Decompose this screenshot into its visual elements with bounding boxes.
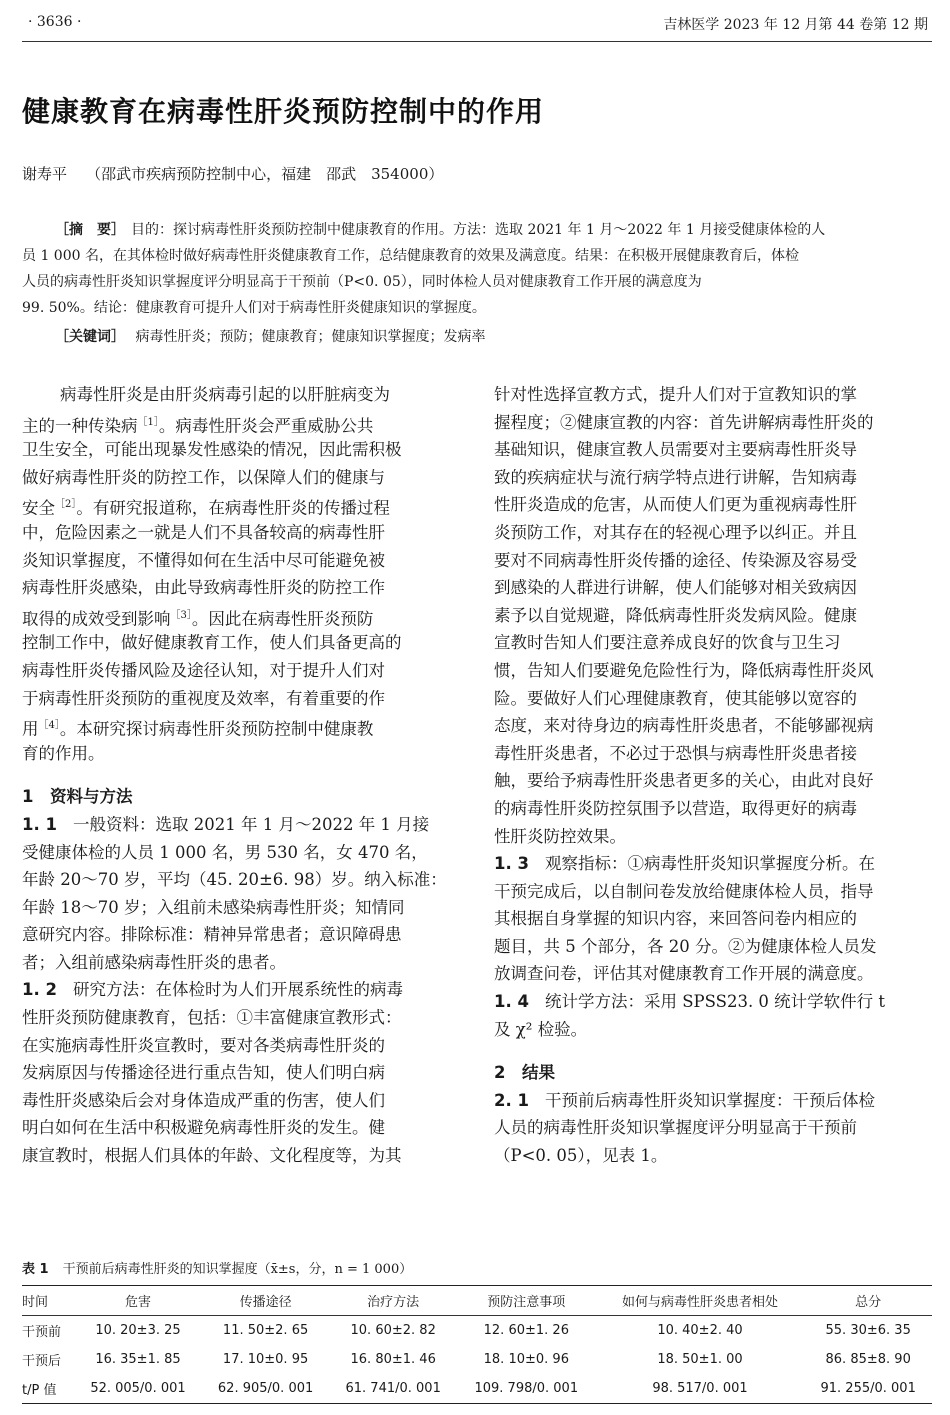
results-table [22, 1285, 932, 1404]
table-cell: 91. 255/0. 001 [820, 1381, 916, 1396]
citation[interactable]: ［4］ [38, 720, 60, 732]
abstract [22, 217, 932, 321]
body-line: 炎预防工作，对其存在的轻视心理予以纠正。并且 [494, 522, 857, 542]
table-cell: 12. 60±1. 26 [483, 1323, 569, 1338]
body-line: 意研究内容。排除标准：精神异常患者；意识障碍患 [22, 925, 402, 945]
body-line: 态度，来对待身边的病毒性肝炎患者，不能够鄙视病 [494, 716, 874, 736]
table-cell: 干预后 [22, 1354, 62, 1369]
journal-citation: 吉林医学 2023 年 12 月第 44 卷第 12 期 [663, 17, 928, 33]
body-line: 致的疾病症状与流行病学特点进行讲解，告知病毒 [494, 467, 857, 487]
body-line: 育的作用。 [22, 743, 105, 763]
body-line: 病毒性肝炎传播风险及途径认知，对于提升人们对 [22, 660, 385, 680]
author-line [22, 163, 443, 184]
subsection-line: 1. 4 统计学方法：采用 SPSS23. 0 统计学软件行 t [494, 992, 886, 1012]
section-heading: 1 资料与方法 [22, 787, 133, 807]
body-line: 年龄 20～70 岁，平均（45. 20±6. 98）岁。纳入标准： [22, 870, 447, 890]
body-line: 在实施病毒性肝炎宣教时，要对各类病毒性肝炎的 [22, 1035, 385, 1055]
keywords-label: ［关键词］ [55, 329, 125, 345]
body-line: 受健康体检的人员 1 000 名，男 530 名，女 470 名， [22, 842, 428, 862]
body-line: 控制工作中，做好健康教育工作，使人们具备更高的 [22, 633, 402, 653]
body-line: 病毒性肝炎感染，由此导致病毒性肝炎的防控工作 [22, 578, 385, 598]
body-line: 惯，告知人们要避免危险性行为，降低病毒性肝炎风 [494, 660, 874, 680]
right-column [494, 381, 930, 1170]
body-line: 触，要给予病毒性肝炎患者更多的关心，由此对良好 [494, 771, 874, 791]
subsection-number: 1. 2 [22, 980, 57, 1000]
table-header-cell: 治疗方法 [367, 1295, 420, 1310]
table-cell: 109. 798/0. 001 [474, 1381, 579, 1396]
author-affiliation: （邵武市疾病预防控制中心，福建 邵武 354000） [86, 165, 444, 183]
table-header-cell: 预防注意事项 [487, 1295, 566, 1310]
subsection-number: 1. 1 [22, 814, 57, 834]
abstract-line: 员 1 000 名，在其体检时做好病毒性肝炎健康教育工作，总结健康教育的效果及满意度。结果：在积极开展健康教育后，体检 [22, 248, 799, 264]
body-line: 年龄 18～70 岁；入组前未感染病毒性肝炎；知情同 [22, 897, 405, 917]
table-cell: 10. 60±2. 82 [350, 1323, 436, 1338]
table-cell: 62. 905/0. 001 [217, 1381, 314, 1396]
body-line: 性肝炎预防健康教育，包括：①丰富健康宣教形式： [22, 1008, 402, 1028]
body-line: 险。要做好人们心理健康教育，使其能够以宽容的 [494, 688, 857, 708]
table-header-cell: 危害 [124, 1295, 151, 1310]
subsection-line: 1. 3 观察指标：①病毒性肝炎知识掌握度分析。在 [494, 854, 875, 874]
table-cell: 61. 741/0. 001 [345, 1381, 441, 1396]
body-line: （P<0. 05），见表 1。 [494, 1146, 668, 1166]
body-line: 毒性肝炎患者，不必过于恐惧与病毒性肝炎患者接 [494, 743, 857, 763]
table-cell: 16. 80±1. 46 [350, 1352, 436, 1367]
author-name: 谢寿平 [22, 165, 68, 183]
table-cell: 98. 517/0. 001 [652, 1381, 748, 1396]
keywords-text: 病毒性肝炎；预防；健康教育；健康知识掌握度；发病率 [135, 329, 486, 345]
body-line: 基础知识，健康宣教人员需要对主要病毒性肝炎导 [494, 440, 857, 460]
table-cell: t/P 值 [22, 1383, 57, 1398]
table-cell: 11. 50±2. 65 [222, 1323, 309, 1338]
body-line: 素予以自觉规避，降低病毒性肝炎发病风险。健康 [494, 605, 857, 625]
body-line: 用$^{[4]}$。本研究探讨病毒性肝炎预防控制中健康教 [22, 719, 374, 739]
body-line: 康宣教时，根据人们具体的年龄、文化程度等，为其 [22, 1146, 402, 1166]
body-line: 做好病毒性肝炎的防控工作，以保障人们的健康与 [22, 467, 385, 487]
body-line: 到感染的人群进行讲解，使人们能够对相关致病因 [494, 578, 857, 598]
body-line: 宣教时告知人们要注意养成良好的饮食与卫生习 [494, 633, 841, 653]
table-row [22, 1374, 932, 1404]
body-line: 主的一种传染病$^{[1]}$。病毒性肝炎会严重威胁公共 [22, 416, 374, 436]
table-row [22, 1345, 932, 1374]
table-cell: 55. 30±6. 35 [825, 1323, 911, 1338]
subsection-line: 1. 2 研究方法：在体检时为人们开展系统性的病毒 [22, 980, 403, 1000]
body-line: 性肝炎造成的危害，从而使人们更为重视病毒性肝 [494, 495, 857, 515]
table-cell: 干预前 [22, 1325, 62, 1340]
table-cell: 18. 50±1. 00 [657, 1352, 743, 1367]
citation[interactable]: ［2］ [55, 499, 77, 511]
subsection-line: 2. 1 干预前后病毒性肝炎知识掌握度：干预后体检 [494, 1090, 875, 1110]
abstract-line: 人员的病毒性肝炎知识掌握度评分明显高于干预前（P<0. 05），同时体检人员对健康教育工作开展的满意度为 [22, 274, 702, 290]
subsection-line: 1. 1 一般资料：选取 2021 年 1 月～2022 年 1 月接 [22, 814, 430, 834]
body-line: 病毒性肝炎是由肝炎病毒引起的以肝脏病变为 [60, 385, 390, 404]
subsection-number: 2. 1 [494, 1090, 529, 1110]
body-line: 卫生安全，可能出现暴发性感染的情况，因此需积极 [22, 440, 402, 460]
body-line: 其根据自身掌握的知识内容，来回答问卷内相应的 [494, 909, 857, 929]
table-cell: 10. 40±2. 40 [657, 1323, 743, 1338]
table-header-cell: 如何与病毒性肝炎患者相处 [621, 1295, 778, 1310]
table-cell: 16. 35±1. 85 [95, 1352, 181, 1367]
body-line: 干预完成后，以自制问卷发放给健康体检人员，指导 [494, 881, 874, 901]
table-cell: 52. 005/0. 001 [90, 1381, 186, 1396]
subsection-number: 1. 3 [494, 854, 529, 874]
body-line: 人员的病毒性肝炎知识掌握度评分明显高于干预前 [494, 1118, 857, 1138]
body-line: 发病原因与传播途径进行重点告知，使人们明白病 [22, 1063, 385, 1083]
body-line: 针对性选择宣教方式，提升人们对于宣教知识的掌 [494, 385, 857, 404]
body-line: 要对不同病毒性肝炎传播的途径、传染源及容易受 [494, 550, 857, 570]
body-line: 握程度；②健康宣教的内容：首先讲解病毒性肝炎的 [494, 412, 874, 432]
header-rule [22, 41, 932, 42]
table-cell: 18. 10±0. 96 [483, 1352, 569, 1367]
table-caption: 表 1 干预前后病毒性肝炎的知识掌握度（x̄±s，分，n = 1 000） [22, 1262, 413, 1277]
table-cell: 17. 10±0. 95 [222, 1352, 309, 1367]
body-line: 毒性肝炎感染后会对身体造成严重的伤害，使人们 [22, 1090, 385, 1110]
abstract-line: 99. 50%。结论：健康教育可提升人们对于病毒性肝炎健康知识的掌握度。 [22, 300, 486, 316]
table-label: 表 1 [22, 1262, 49, 1277]
table-row [22, 1316, 932, 1346]
body-line: 的病毒性肝炎防控氛围予以营造，取得更好的病毒 [494, 798, 857, 818]
page-number: · 3636 · [28, 14, 82, 30]
body-line: 明白如何在生活中积极避免病毒性肝炎的发生。健 [22, 1118, 385, 1138]
body-line: 中，危险因素之一就是人们不具备较高的病毒性肝 [22, 522, 385, 542]
body-line: 性肝炎防控效果。 [494, 826, 626, 846]
citation[interactable]: ［1］ [137, 416, 159, 428]
body-line: 取得的成效受到影响$^{[3]}$。因此在病毒性肝炎预防 [22, 609, 374, 629]
body-line: 者；入组前感染病毒性肝炎的患者。 [22, 952, 286, 972]
table-header-cell: 时间 [22, 1295, 49, 1310]
left-column [22, 381, 458, 1170]
body-line: 安全$^{[2]}$。有研究报道称，在病毒性肝炎的传播过程 [22, 498, 390, 518]
citation[interactable]: ［3］ [170, 609, 192, 621]
body-line: 放调查问卷，评估其对健康教育工作开展的满意度。 [494, 964, 874, 984]
table-header-cell: 传播途径 [239, 1295, 292, 1310]
table-cell: 86. 85±8. 90 [825, 1352, 911, 1367]
table-cell: 10. 20±3. 25 [95, 1323, 181, 1338]
section-heading: 2 结果 [494, 1063, 555, 1083]
abstract-line: ［摘 要］ 目的：探讨病毒性肝炎预防控制中健康教育的作用。方法：选取 2021 年 1 月～2022 年 1 月接受健康体检的人 [55, 222, 826, 238]
body-line: 及 χ² 检验。 [494, 1019, 588, 1039]
body-line: 于病毒性肝炎预防的重视度及效率，有着重要的作 [22, 688, 385, 708]
keywords [55, 326, 485, 346]
table-header-row [22, 1286, 932, 1316]
body-line: 炎知识掌握度，不懂得如何在生活中尽可能避免被 [22, 550, 385, 570]
subsection-number: 1. 4 [494, 992, 529, 1012]
body-line: 题目，共 5 个部分，各 20 分。②为健康体检人员发 [494, 936, 877, 956]
article-title: 健康教育在病毒性肝炎预防控制中的作用 [22, 95, 545, 128]
abstract-label: ［摘 要］ [55, 222, 125, 238]
table-header-cell: 总分 [855, 1295, 882, 1310]
